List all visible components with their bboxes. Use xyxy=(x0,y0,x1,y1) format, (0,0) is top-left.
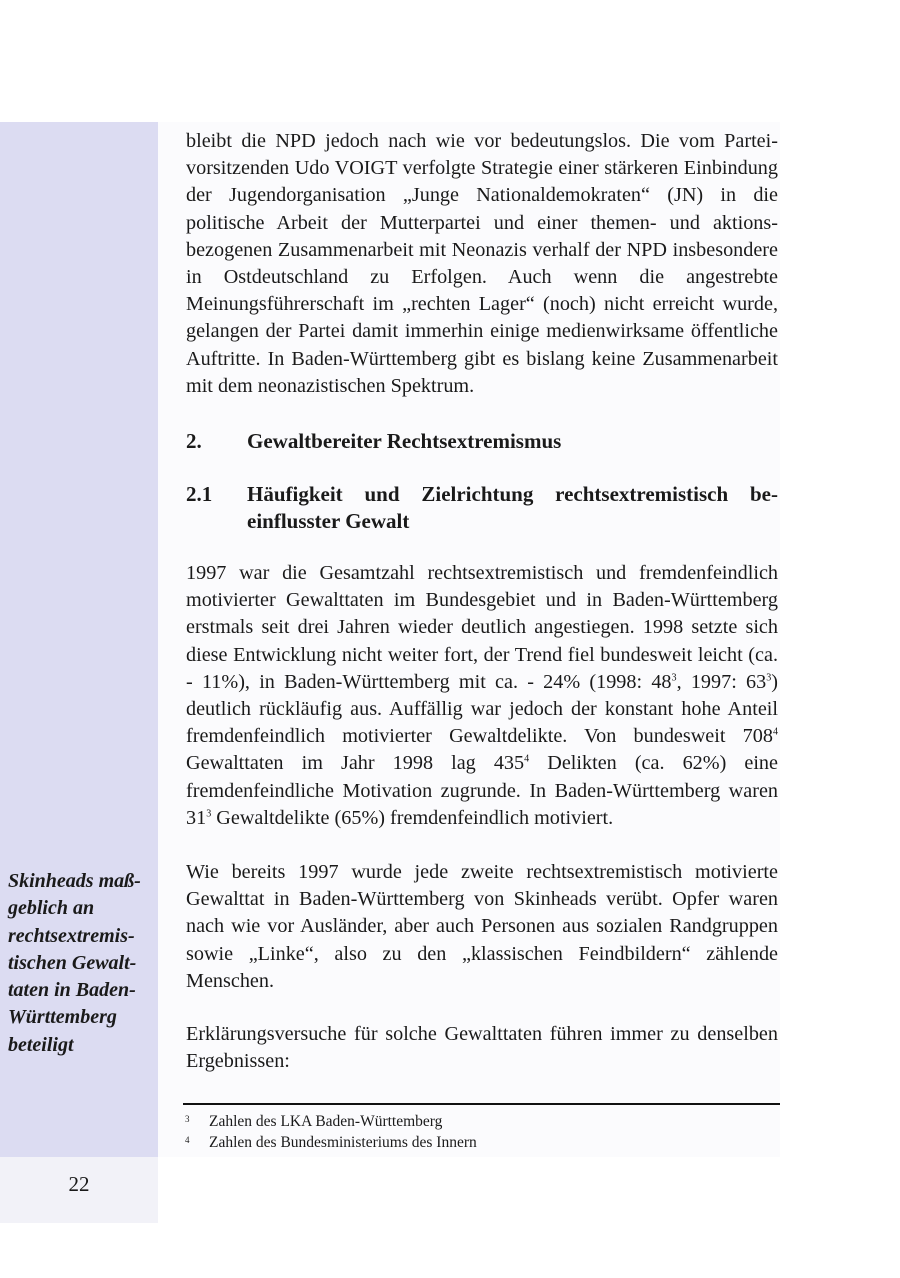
footnote-mark: 3 xyxy=(185,1114,190,1124)
section-title: Häufigkeit und Zielrichtung rechtsextremistisch beeinflusster Gewalt xyxy=(247,482,778,534)
footnote xyxy=(183,1111,780,1132)
footnote-mark: 4 xyxy=(185,1135,190,1145)
footnote-text: Zahlen des Bundesministeriums des Innern xyxy=(209,1134,477,1151)
footnote-ref: 3 xyxy=(671,672,677,684)
section-heading-2-1 xyxy=(186,481,778,535)
footnote xyxy=(183,1132,780,1153)
footnote-ref: 4 xyxy=(772,726,778,738)
footnote-ref: 3 xyxy=(766,672,772,684)
footnote-divider xyxy=(183,1103,780,1105)
section-number: 2. xyxy=(186,429,202,454)
footnote-ref: 4 xyxy=(524,753,530,765)
main-text xyxy=(186,128,778,1075)
margin-note: Skinheads maßgeblich an rechtsextremistischen Gewalttaten in Baden-Württemberg beteiligt xyxy=(8,870,141,1056)
footnote-ref: 3 xyxy=(206,808,212,820)
page-number: 22 xyxy=(68,1172,90,1196)
paragraph-skinheads: Wie bereits 1997 wurde jede zweite rechtsextremistisch motivierte Gewalttat in Baden-Württemberg von Skinheads verübt. Opfer waren nach wie vor Ausländer, aber auch Personen aus sozialen Randgruppen sowie „Linke“, also zu den „klassischen Feindbildern“ zählende Menschen. xyxy=(186,861,778,992)
footnotes xyxy=(183,1111,780,1153)
footnote-text: Zahlen des LKA Baden-Württemberg xyxy=(209,1113,443,1130)
paragraph-explanations: Erklärungsversuche für solche Gewalttaten führen immer zu denselben Ergebnissen: xyxy=(186,1023,778,1073)
section-heading-2 xyxy=(186,428,778,455)
section-number: 2.1 xyxy=(186,482,213,507)
section-title: Gewaltbereiter Rechtsextremismus xyxy=(247,429,562,454)
paragraph-statistics: 1997 war die Gesamtzahl rechtsextremistisch und fremdenfeindlich motivierter Gewalttaten im Bundesgebiet und in Baden-Württemberg erstmals seit drei Jahren wieder deutlich angestiegen. 1998 setzte sich diese Entwicklung nicht weiter fort, der Trend fiel bundesweit leicht (ca. - 11%), in Baden-Württemberg mit ca. - 24% (1998: $48^3$, 1997: $63^3$) deutlich rückläufig aus. Auffällig war jedoch der konstant hohe Anteil fremdenfeindlich motivierter Gewaltdelikte. Von bundesweit $708^4$ Gewalttaten im Jahr 1998 lag $435^4$ Delikten (ca. 62%) eine fremdenfeindliche Motivation zugrunde. In Baden-Württemberg waren $31^3$ Gewaltdelikte (65%) fremdenfeindlich motiviert. xyxy=(186,562,779,829)
paragraph-npd: bleibt die NPD jedoch nach wie vor bedeutungslos. Die vom Parteivorsitzenden Udo VOIGT verfolgte Strategie einer stärkeren Einbindung der Jugendorganisation „Junge Nationaldemokraten“ (JN) in die politische Arbeit der Mutterpartei und einer themen- und aktionsbezogenen Zusammenarbeit mit Neonazis verhalf der NPD insbesondere in Ostdeutschland zu Erfolgen. Auch wenn die angestrebte Meinungsführerschaft im „rechten Lager“ (noch) nicht erreicht wurde, gelangen der Partei damit immerhin einige medienwirksame öffentliche Auftritte. In Baden-Württemberg gibt es bislang keine Zusammenarbeit mit dem neonazistischen Spektrum. xyxy=(186,130,778,397)
